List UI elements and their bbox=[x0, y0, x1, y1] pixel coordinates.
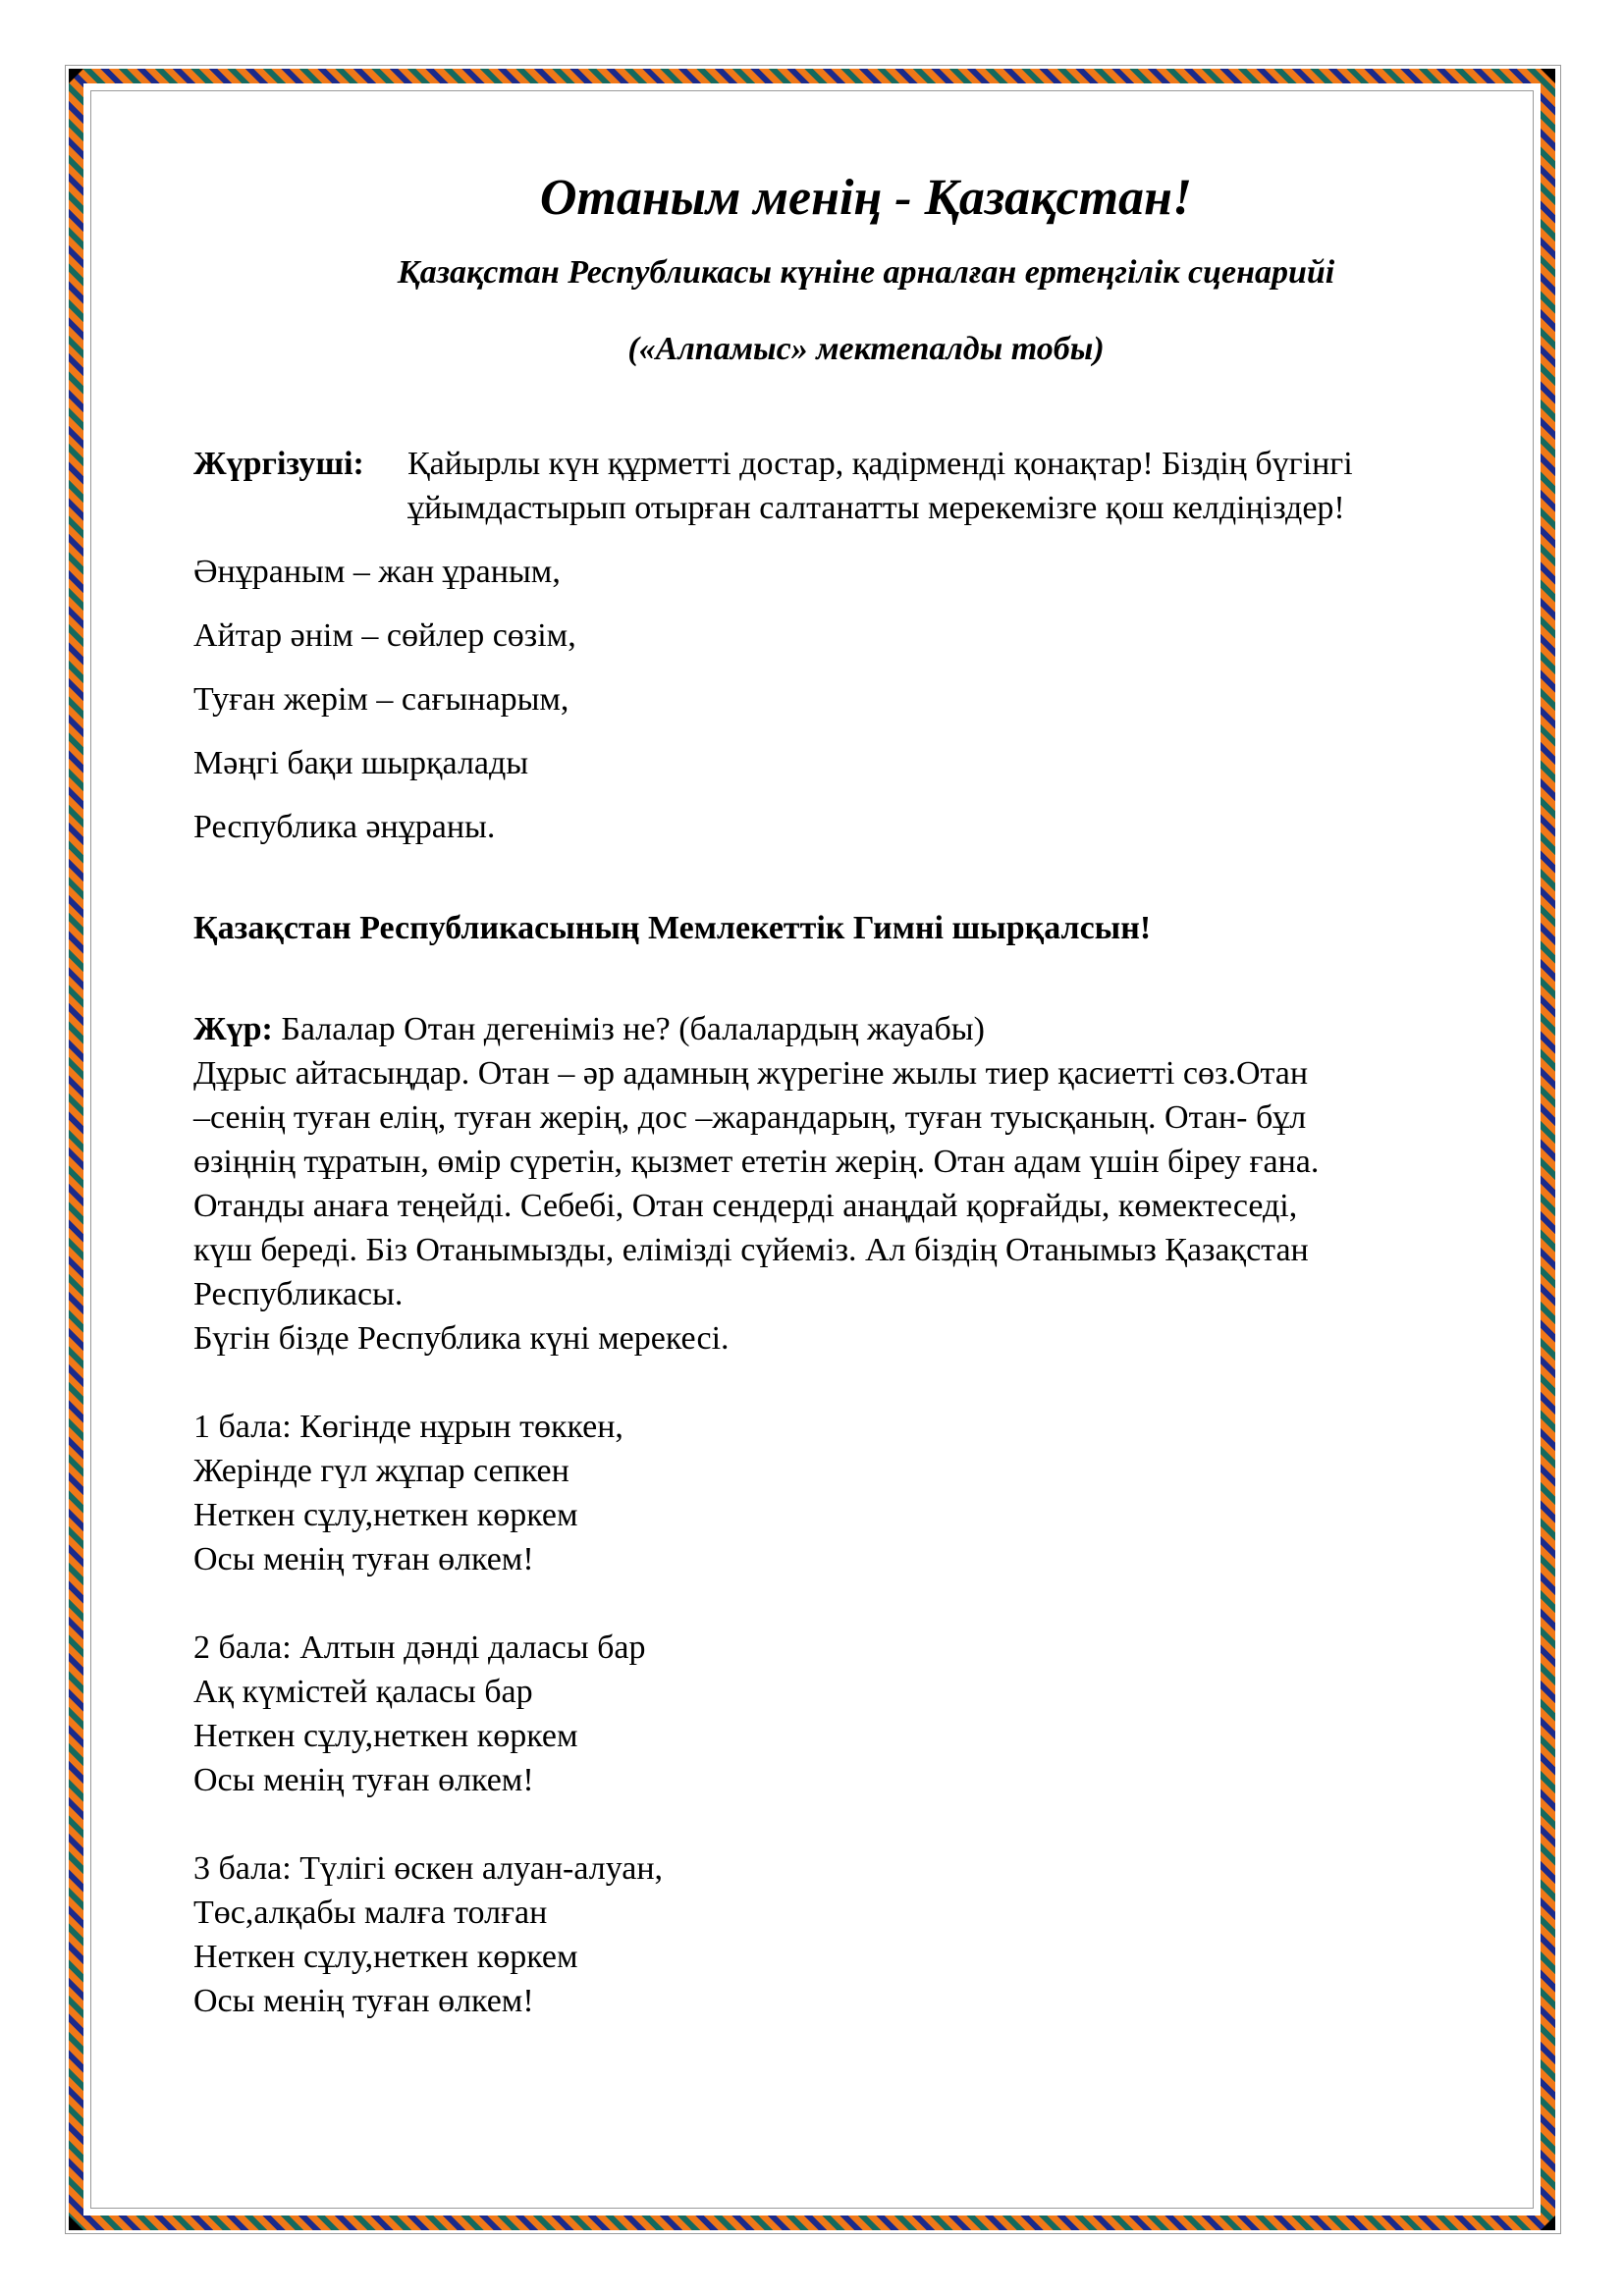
verse-line: 2 бала: Алтын дәнді даласы бар bbox=[193, 1629, 646, 1666]
host-question-text: Балалар Отан дегеніміз не? (балалардың жауабы) bbox=[272, 1011, 985, 1047]
host-label: Жүр: bbox=[193, 1011, 273, 1047]
poem bbox=[193, 550, 1499, 849]
speaker-intro bbox=[193, 442, 1499, 530]
poem-line: Мәңгі бақи шырқалады bbox=[193, 745, 529, 781]
child-verse bbox=[193, 1405, 1499, 1581]
poem-line: Республика әнұраны. bbox=[193, 809, 496, 845]
host-line: Дұрыс айтасыңдар. Отан – әр адамның жүрегіне жылы тиер қасиетті сөз.Отан bbox=[193, 1055, 1309, 1092]
anthem-announcement: Қазақстан Республикасының Мемлекеттік Гимні шырқалсын! bbox=[193, 910, 1152, 946]
poem-line: Туған жерім – сағынарым, bbox=[193, 681, 569, 718]
verse-line: Осы менің туған өлкем! bbox=[193, 1983, 534, 2019]
verse-line: Неткен сұлу,неткен көркем bbox=[193, 1939, 578, 1975]
verse-line: Жерінде гүл жұпар сепкен bbox=[193, 1453, 569, 1489]
host-line: Отанды анаға теңейді. Себебі, Отан сендерді анаңдай қорғайды, көмектеседі, bbox=[193, 1188, 1298, 1224]
verse-line: 1 бала: Көгінде нұрын төккен, bbox=[193, 1409, 623, 1445]
verse-line: Төс,алқабы малға толған bbox=[193, 1895, 548, 1931]
speaker-text: Қайырлы күн құрметті достар, қадірменді қонақтар! Біздің бүгінгі ұйымдастырып отырған салтанатты мерекемізге қош келдіңіздер! bbox=[407, 446, 1353, 526]
verse-line: Осы менің туған өлкем! bbox=[193, 1762, 534, 1798]
host-line: күш береді. Біз Отанымызды, елімізді сүйеміз. Ал біздің Отанымыз Қазақстан bbox=[193, 1232, 1309, 1268]
host-line: Бүгін бізде Республика күні мерекесі. bbox=[193, 1320, 730, 1357]
host-line: –сенің туған елің, туған жерің, дос –жарандарың, туған туысқаның. Отан- бұл bbox=[193, 1099, 1307, 1136]
page-title: Отаным менің - Қазақстан! bbox=[539, 170, 1193, 226]
poem-line: Әнұраным – жан ұраным, bbox=[193, 554, 561, 590]
host-dialogue bbox=[193, 1007, 1499, 1361]
verse-line: Неткен сұлу,неткен көркем bbox=[193, 1497, 578, 1533]
verse-line: Неткен сұлу,неткен көркем bbox=[193, 1718, 578, 1754]
speaker-label: Жүргізуші: bbox=[193, 446, 364, 482]
page-subtitle: Қазақстан Республикасы күніне арналған ертеңгілік сценарийі bbox=[397, 254, 1335, 291]
document-body bbox=[193, 147, 1499, 2023]
host-line: өзіңнің тұратын, өмір сүретін, қызмет ететін жерің. Отан адам үшін біреу ғана. bbox=[193, 1144, 1320, 1180]
verse-line: Ақ күмістей қаласы бар bbox=[193, 1674, 533, 1710]
host-question bbox=[193, 1007, 1499, 1051]
host-line: Республикасы. bbox=[193, 1276, 404, 1312]
group-name: («Алпамыс» мектепалды тобы) bbox=[627, 331, 1105, 367]
verse-line: Осы менің туған өлкем! bbox=[193, 1541, 534, 1577]
child-verse bbox=[193, 1846, 1499, 2023]
verse-line: 3 бала: Түлігі өскен алуан-алуан, bbox=[193, 1850, 664, 1887]
poem-line: Айтар әнім – сөйлер сөзім, bbox=[193, 617, 576, 654]
child-verse bbox=[193, 1626, 1499, 1802]
